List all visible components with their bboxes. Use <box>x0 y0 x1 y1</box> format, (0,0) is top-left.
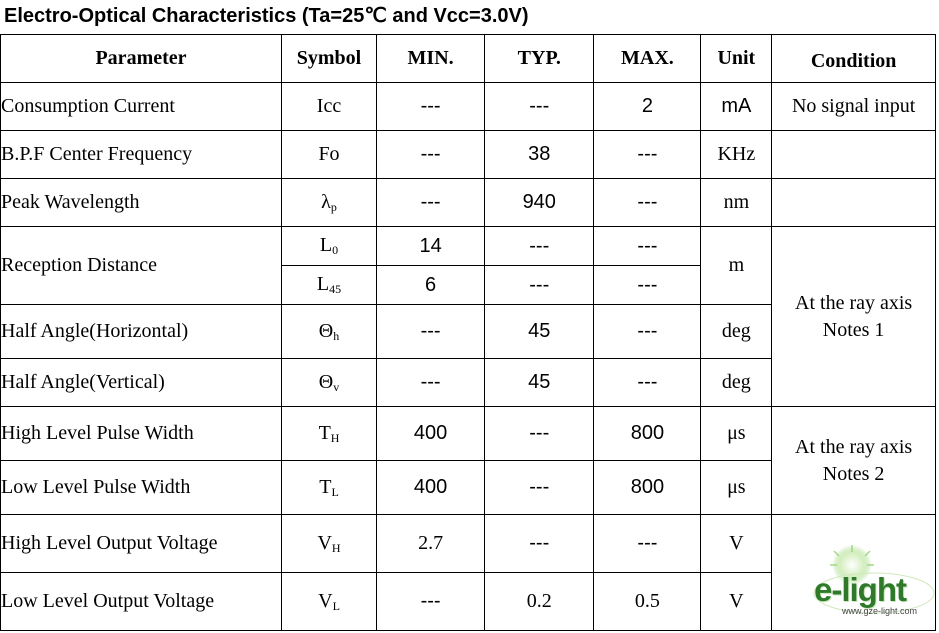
symbol-subscript: 45 <box>329 282 342 296</box>
symbol-cell <box>282 227 377 266</box>
condition-line: At the ray axis <box>795 291 913 314</box>
max-cell: 800 <box>594 407 701 461</box>
unit-cell: μs <box>701 461 772 515</box>
symbol-main: Θ <box>318 319 334 342</box>
min-cell: 6 <box>377 266 485 305</box>
page-title: Electro-Optical Characteristics (Ta=25℃ and Vcc=3.0V) <box>4 5 529 27</box>
max-cell: 800 <box>594 461 701 515</box>
header-min: MIN. <box>377 35 485 83</box>
typ-cell: --- <box>485 83 594 131</box>
unit-cell: nm <box>701 179 772 227</box>
max-cell: --- <box>594 227 701 266</box>
param-cell: High Level Pulse Width <box>1 407 282 461</box>
symbol-main: λ <box>321 190 331 213</box>
symbol-subscript: h <box>333 328 340 343</box>
table-row <box>1 515 936 573</box>
symbol-main: L <box>319 234 333 256</box>
typ-cell: 940 <box>485 179 594 227</box>
condition-cell-notes1 <box>772 227 936 407</box>
symbol-subscript: v <box>333 379 340 394</box>
symbol-cell <box>282 266 377 305</box>
typ-cell: 45 <box>485 305 594 359</box>
table-header-row <box>1 35 936 83</box>
param-cell: Low Level Pulse Width <box>1 461 282 515</box>
param-cell: Half Angle(Horizontal) <box>1 305 282 359</box>
min-cell: --- <box>377 83 485 131</box>
min-cell: 400 <box>377 407 485 461</box>
symbol-cell <box>282 573 377 631</box>
symbol-subscript: H <box>330 430 340 445</box>
symbol-subscript: H <box>331 540 341 555</box>
typ-cell: --- <box>485 266 594 305</box>
table-row <box>1 83 936 131</box>
unit-cell: V <box>701 573 772 631</box>
symbol-main: L <box>316 273 330 295</box>
symbol-cell <box>282 461 377 515</box>
symbol-main: Θ <box>318 370 334 393</box>
param-cell: Reception Distance <box>1 227 282 305</box>
e-light-logo <box>812 543 937 628</box>
max-cell: 0.5 <box>594 573 701 631</box>
max-cell: --- <box>594 515 701 573</box>
table-row <box>1 227 936 266</box>
min-cell: 400 <box>377 461 485 515</box>
header-symbol: Symbol <box>282 35 377 83</box>
min-cell: --- <box>377 573 485 631</box>
max-cell: --- <box>594 179 701 227</box>
max-cell: 2 <box>594 83 701 131</box>
param-cell: B.P.F Center Frequency <box>1 131 282 179</box>
unit-cell: KHz <box>701 131 772 179</box>
param-cell: Consumption Current <box>1 83 282 131</box>
unit-cell: V <box>701 515 772 573</box>
symbol-subscript: p <box>330 199 337 214</box>
symbol-cell <box>282 407 377 461</box>
condition-cell-empty <box>772 179 936 227</box>
logo-brand-text: e-light <box>814 571 906 608</box>
condition-line: At the ray axis <box>795 435 913 458</box>
symbol-cell <box>282 305 377 359</box>
param-cell: Low Level Output Voltage <box>1 573 282 631</box>
unit-cell: deg <box>701 305 772 359</box>
header-condition: Condition <box>772 35 936 83</box>
logo-url-text: www.gze-light.com <box>842 606 918 616</box>
typ-cell: 0.2 <box>485 573 594 631</box>
header-parameter: Parameter <box>1 35 282 83</box>
symbol-cell: Icc <box>282 83 377 131</box>
typ-cell: 45 <box>485 359 594 407</box>
min-cell: --- <box>377 179 485 227</box>
table-row <box>1 131 936 179</box>
max-cell: --- <box>594 305 701 359</box>
characteristics-table <box>0 34 936 631</box>
typ-cell: 38 <box>485 131 594 179</box>
min-cell: 2.7 <box>377 515 485 573</box>
condition-line: Notes 2 <box>822 462 885 485</box>
symbol-main: T <box>318 421 331 444</box>
condition-cell-notes2 <box>772 407 936 515</box>
symbol-main: T <box>319 475 332 498</box>
symbol-cell <box>282 515 377 573</box>
unit-cell: m <box>701 227 772 305</box>
param-cell: Peak Wavelength <box>1 179 282 227</box>
min-cell: --- <box>377 359 485 407</box>
param-cell: Half Angle(Vertical) <box>1 359 282 407</box>
min-cell: --- <box>377 305 485 359</box>
min-cell: --- <box>377 131 485 179</box>
condition-cell-empty <box>772 131 936 179</box>
symbol-cell: Fo <box>282 131 377 179</box>
table-row <box>1 179 936 227</box>
symbol-cell <box>282 179 377 227</box>
unit-cell: μs <box>701 407 772 461</box>
header-typ: TYP. <box>485 35 594 83</box>
max-cell: --- <box>594 359 701 407</box>
table-row <box>1 407 936 461</box>
min-cell: 14 <box>377 227 485 266</box>
symbol-subscript: L <box>332 598 340 613</box>
symbol-cell <box>282 359 377 407</box>
header-unit: Unit <box>701 35 772 83</box>
symbol-main: V <box>317 531 332 554</box>
max-cell: --- <box>594 131 701 179</box>
max-cell: --- <box>594 266 701 305</box>
symbol-main: V <box>318 589 333 612</box>
param-cell: High Level Output Voltage <box>1 515 282 573</box>
condition-cell: No signal input <box>772 83 936 131</box>
symbol-subscript: L <box>331 484 339 499</box>
typ-cell: --- <box>485 407 594 461</box>
header-max: MAX. <box>594 35 701 83</box>
typ-cell: --- <box>485 461 594 515</box>
unit-cell: deg <box>701 359 772 407</box>
typ-cell: --- <box>485 227 594 266</box>
unit-cell: mA <box>701 83 772 131</box>
condition-line: Notes 1 <box>822 318 885 341</box>
typ-cell: --- <box>485 515 594 573</box>
symbol-subscript: 0 <box>332 243 339 257</box>
